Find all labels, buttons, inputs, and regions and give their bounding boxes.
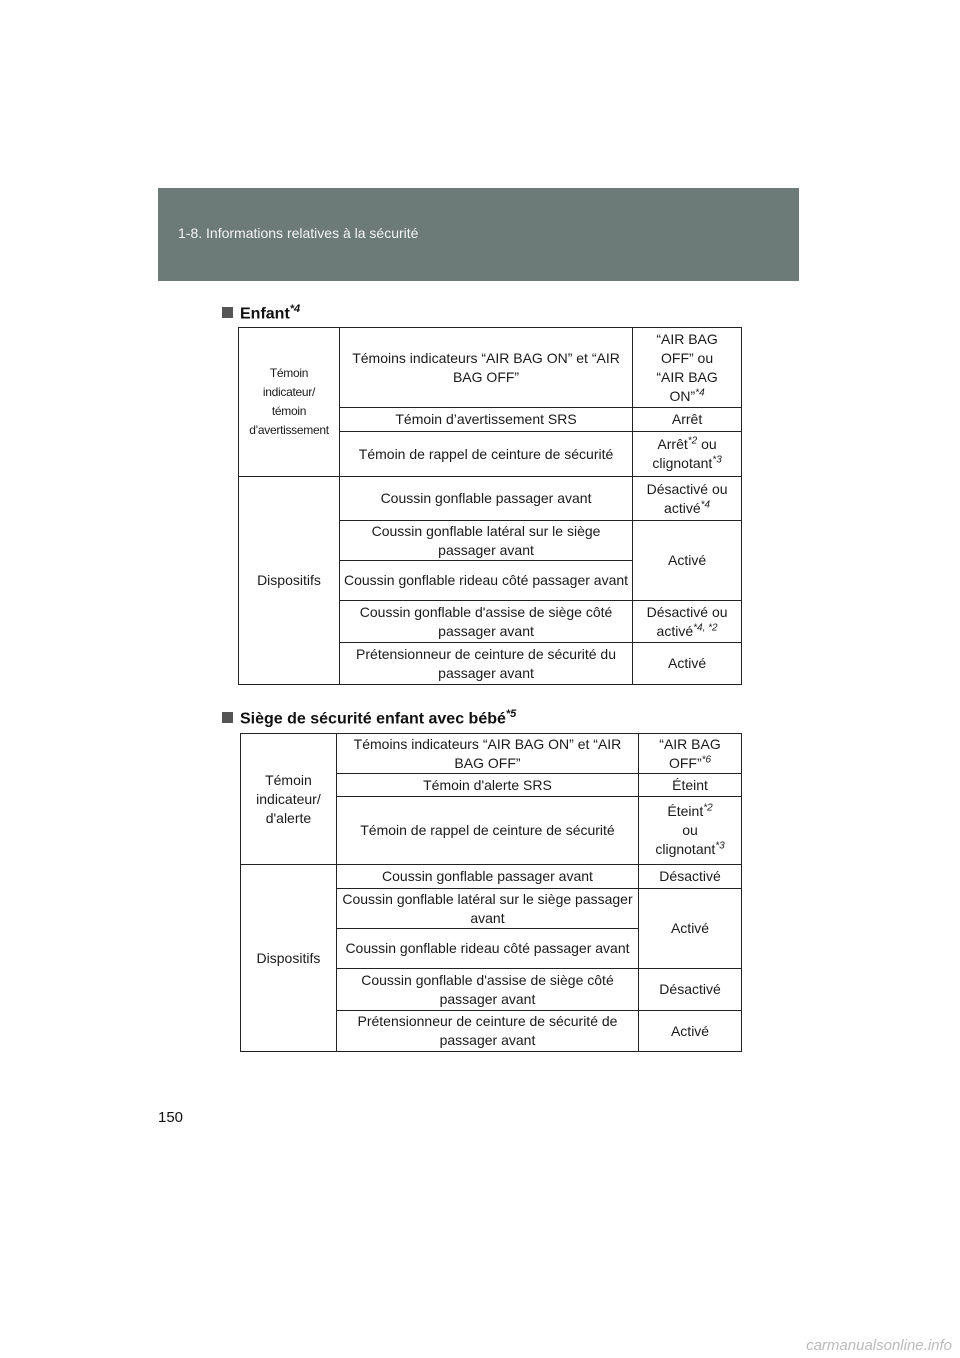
table-row (239, 328, 742, 408)
side-curtain-airbag-value: Activé (639, 889, 742, 969)
section1-title: Enfant (240, 305, 290, 323)
section1-title-footnote: *4 (289, 303, 301, 315)
devices-header-cell: Dispositifs (239, 477, 340, 685)
section2-title: Siège de sécurité enfant avec bébé (240, 710, 506, 728)
seatbelt-reminder-label: Témoin de rappel de ceinture de sécurité (336, 797, 638, 865)
curtain-airbag-label: Coussin gonflable rideau côté passager avant (336, 929, 638, 969)
airbag-indicator-label: Témoins indicateurs “AIR BAG ON” et “AIR BAG OFF” (336, 734, 638, 774)
section-header-title: 1-8. Informations relatives à la sécurité (178, 225, 419, 241)
pretensioner-label: Prétensionneur de ceinture de sécurité de passager avant (336, 1011, 638, 1052)
pretensioner-label: Prétensionneur de ceinture de sécurité du passager avant (339, 643, 632, 685)
seatbelt-reminder-value: Arrêt$^{*2}$ ou clignotant$^{*3}$ (633, 432, 742, 477)
seatbelt-reminder-label: Témoin de rappel de ceinture de sécurité (339, 432, 632, 477)
pretensioner-value: Activé (633, 643, 742, 685)
srs-warning-value: Éteint (639, 774, 742, 797)
front-passenger-airbag-value: Désactivé (639, 865, 742, 889)
section1-heading (222, 303, 300, 323)
airbag-indicator-value: “AIR BAG OFF” ou “AIR BAG ON”$^{*4}$ (633, 328, 742, 408)
section2-heading (222, 708, 516, 728)
airbag-indicator-value: “AIR BAG OFF”$^{*6}$ (639, 734, 742, 774)
page-number: 150 (158, 1109, 184, 1126)
seat-cushion-airbag-label: Coussin gonflable d'assise de siège côté passager avant (339, 601, 632, 643)
curtain-airbag-label: Coussin gonflable rideau côté passager avant (339, 561, 632, 601)
front-passenger-airbag-label: Coussin gonflable passager avant (339, 477, 632, 521)
pretensioner-value: Activé (639, 1011, 742, 1052)
table-row (241, 734, 742, 774)
srs-warning-label: Témoin d'alerte SRS (336, 774, 638, 797)
section2-title-footnote: *5 (505, 708, 517, 720)
seatbelt-reminder-value: Éteint$^{*2}$ ou clignotant$^{*3}$ (639, 797, 742, 865)
side-curtain-airbag-value: Activé (633, 521, 742, 601)
square-bullet-icon (222, 712, 233, 723)
side-airbag-label: Coussin gonflable latéral sur le siège passager avant (339, 521, 632, 561)
front-passenger-airbag-label: Coussin gonflable passager avant (336, 865, 638, 889)
devices-header-cell: Dispositifs (241, 865, 337, 1052)
seat-cushion-airbag-value: Désactivé (639, 969, 742, 1011)
section-header-bar (158, 188, 799, 281)
square-bullet-icon (222, 307, 233, 318)
front-passenger-airbag-value: Désactivé ou activé$^{*4}$ (633, 477, 742, 521)
side-airbag-label: Coussin gonflable latéral sur le siège passager avant (336, 889, 638, 929)
section2-table (240, 733, 742, 1052)
table-row (241, 865, 742, 889)
srs-warning-value: Arrêt (633, 408, 742, 432)
watermark-footer[interactable]: carmanualsonline.info (806, 1337, 952, 1354)
indicator-header-cell: Témoin indicateur/ d'alerte (241, 734, 337, 865)
table-row (239, 477, 742, 521)
airbag-indicator-label: Témoins indicateurs “AIR BAG ON” et “AIR BAG OFF” (339, 328, 632, 408)
seat-cushion-airbag-value: Désactivé ou activé$^{*4, *2}$ (633, 601, 742, 643)
section1-table (238, 327, 742, 685)
srs-warning-label: Témoin d’avertissement SRS (339, 408, 632, 432)
seat-cushion-airbag-label: Coussin gonflable d'assise de siège côté passager avant (336, 969, 638, 1011)
indicator-header-cell: Témoin indicateur/ témoin d’avertissement (239, 328, 340, 477)
